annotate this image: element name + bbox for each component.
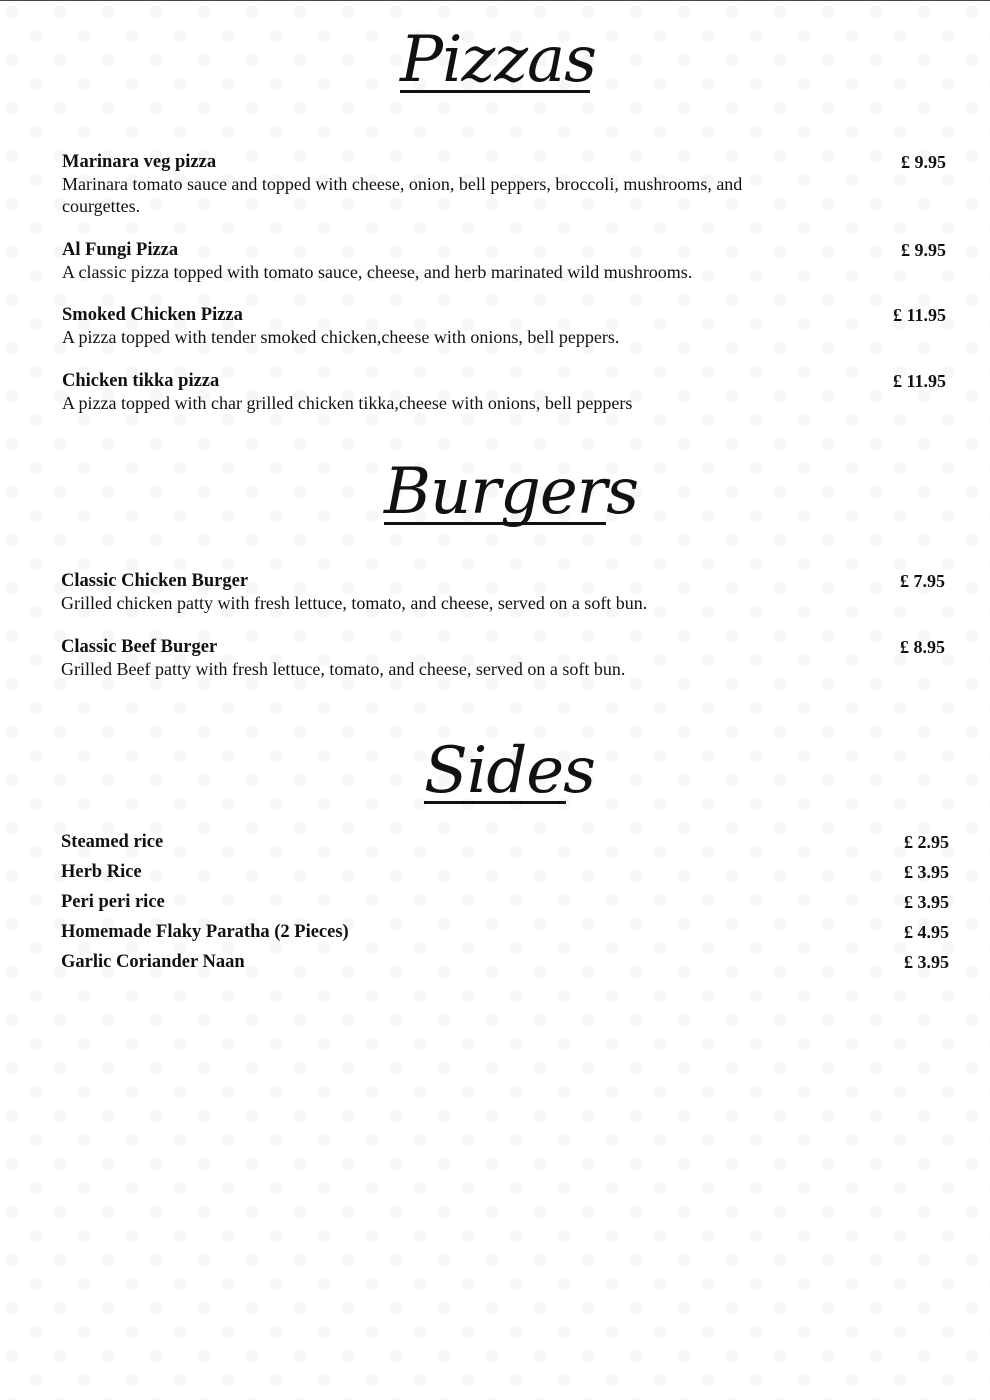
sides-heading	[0, 734, 990, 808]
item-price: £ 11.95	[892, 305, 946, 325]
side-price: £ 3.95	[904, 952, 949, 972]
side-item-peri-peri-rice	[61, 891, 949, 913]
side-item-flaky-paratha	[61, 921, 949, 943]
item-name: Al Fungi Pizza	[62, 240, 179, 260]
side-name: Peri peri rice	[61, 892, 165, 912]
item-name: Classic Beef Burger	[61, 637, 218, 657]
item-description: A pizza topped with char grilled chicken tikka,cheese with onions, bell peppers	[62, 393, 633, 413]
item-price: £ 9.95	[901, 240, 946, 260]
menu-item-al-fungi-pizza	[62, 239, 946, 283]
item-price: £ 7.95	[900, 571, 945, 591]
item-price: £ 11.95	[892, 371, 946, 391]
burgers-title: Burgers	[384, 455, 639, 529]
pizzas-heading	[0, 23, 990, 97]
side-name: Garlic Coriander Naan	[61, 952, 245, 972]
side-price: £ 4.95	[904, 922, 949, 942]
item-name: Marinara veg pizza	[62, 152, 217, 172]
side-name: Homemade Flaky Paratha (2 Pieces)	[61, 922, 349, 942]
item-name: Smoked Chicken Pizza	[62, 305, 243, 325]
side-item-steamed-rice	[61, 831, 949, 853]
side-name: Herb Rice	[61, 862, 142, 882]
side-item-garlic-coriander-naan	[61, 951, 949, 973]
side-price: £ 3.95	[904, 862, 949, 882]
item-price: £ 9.95	[901, 152, 946, 172]
menu-item-classic-beef-burger	[61, 636, 945, 680]
item-description: Grilled chicken patty with fresh lettuce, tomato, and cheese, served on a soft bun.	[61, 593, 648, 613]
item-description: Marinara tomato sauce and topped with cheese, onion, bell peppers, broccoli, mushrooms, and courgettes.	[62, 174, 743, 216]
menu-item-smoked-chicken-pizza	[62, 304, 946, 348]
side-price: £ 2.95	[904, 832, 949, 852]
item-description: A pizza topped with tender smoked chicken,cheese with onions, bell peppers.	[62, 327, 620, 347]
menu-item-chicken-tikka-pizza	[62, 370, 946, 414]
burgers-heading	[0, 455, 990, 529]
pizzas-title: Pizzas	[400, 23, 596, 97]
item-name: Classic Chicken Burger	[61, 571, 249, 591]
menu-item-marinara-veg-pizza	[62, 151, 946, 217]
menu-item-classic-chicken-burger	[61, 570, 945, 614]
item-price: £ 8.95	[900, 637, 945, 657]
item-description: Grilled Beef patty with fresh lettuce, tomato, and cheese, served on a soft bun.	[61, 659, 626, 679]
side-name: Steamed rice	[61, 832, 164, 852]
side-price: £ 3.95	[904, 892, 949, 912]
side-item-herb-rice	[61, 861, 949, 883]
item-name: Chicken tikka pizza	[62, 371, 220, 391]
sides-title: Sides	[424, 734, 595, 808]
item-description: A classic pizza topped with tomato sauce, cheese, and herb marinated wild mushrooms.	[62, 262, 693, 282]
